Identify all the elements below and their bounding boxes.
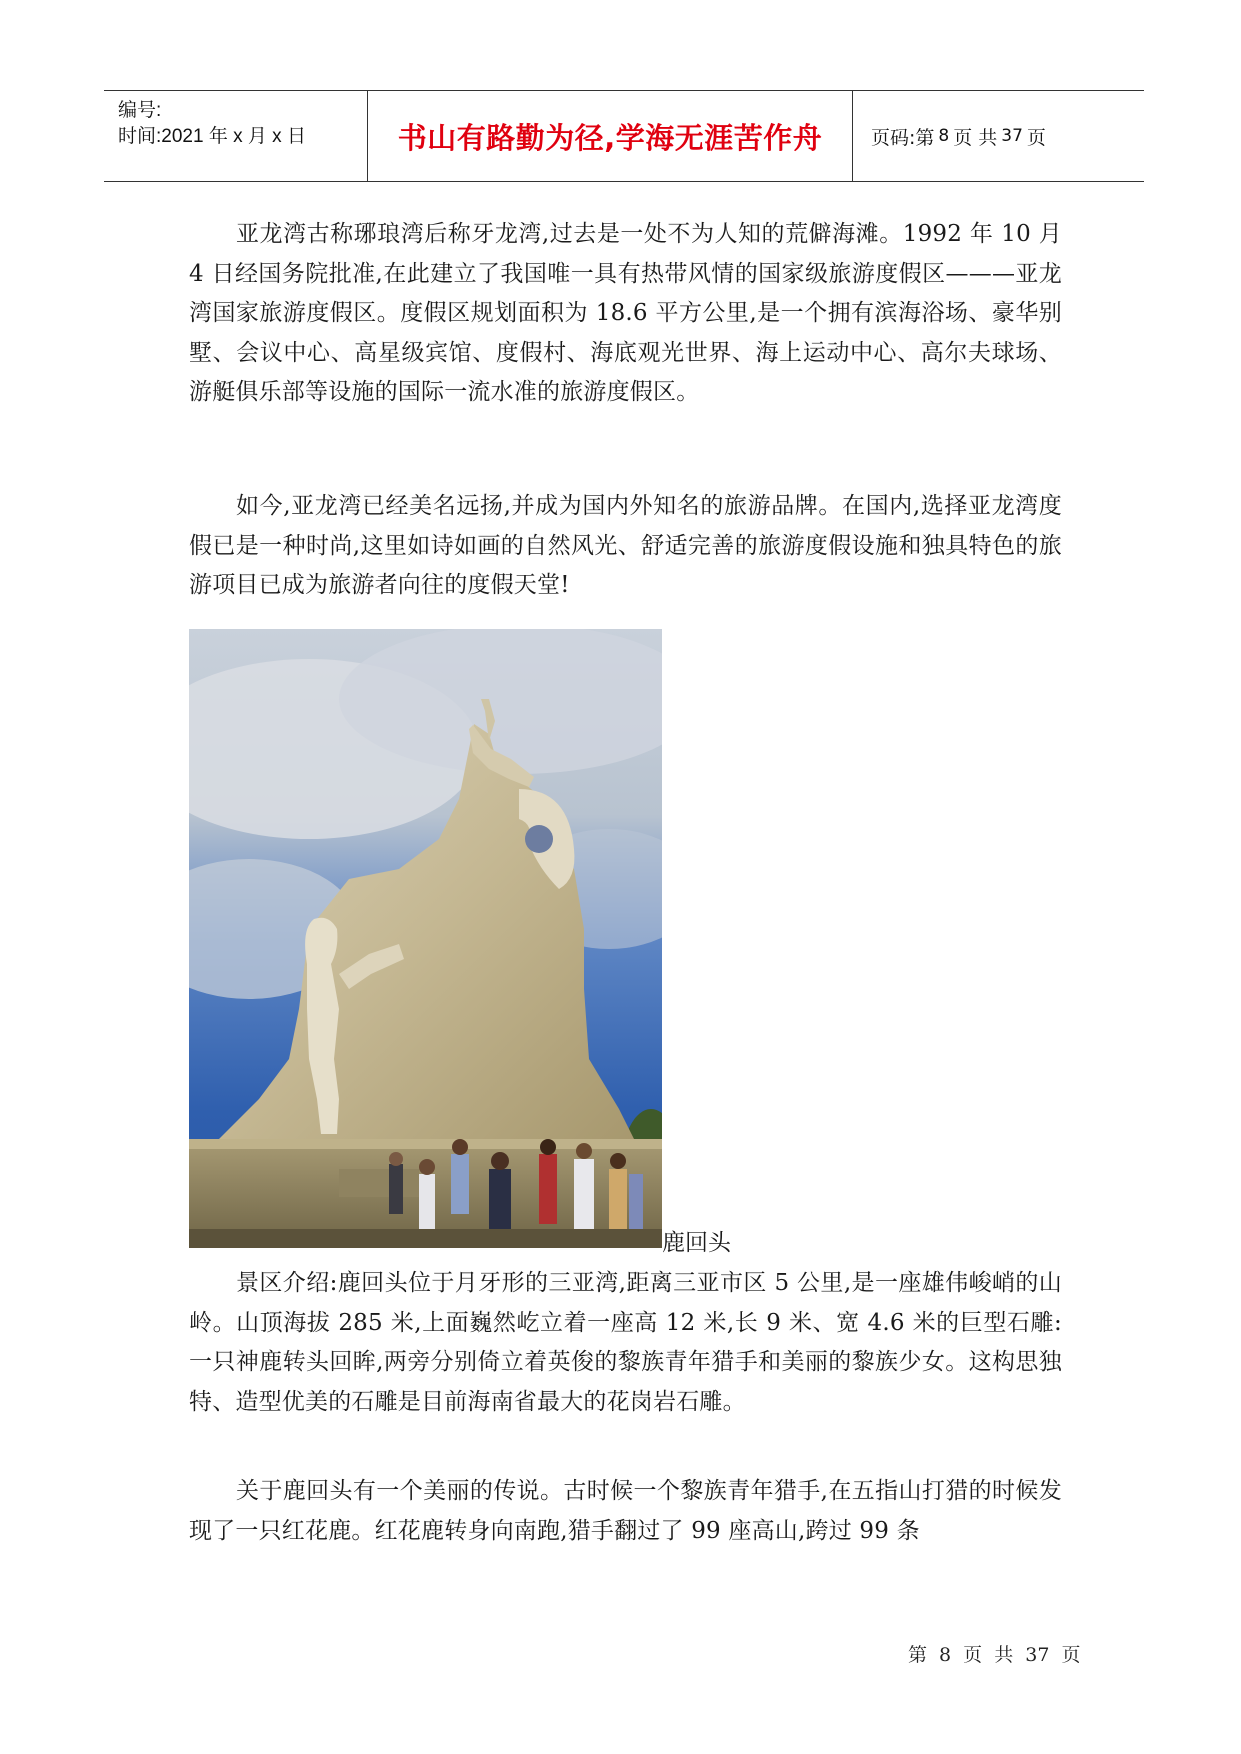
page-current: 8 [938,126,950,146]
page-total: 37 [1001,126,1023,146]
paragraph-yalong-bay-fame: 如今,亚龙湾已经美名远扬,并成为国内外知名的旅游品牌。在国内,选择亚龙湾度假已是一种时尚,这里如诗如画的自然风光、舒适完善的旅游度假设施和独具特色的旅游项目已成为旅游者向往的度假天堂! [189,493,1062,598]
page-header [104,90,1144,182]
page-mid: 页 共 [953,126,998,149]
deer-statue-photo [189,629,662,1248]
header-meta-cell [104,91,368,181]
photo-caption: 鹿回头 [662,1230,731,1256]
header-motto-cell [368,91,853,181]
motto-text: 书山有路勤为径,学海无涯苦作舟 [397,120,823,155]
time-label: 时间:2021 年 x 月 x 日 [118,126,306,147]
page-footer: 第 8 页 共 37 页 [908,1644,1081,1666]
page-suffix: 页 [1026,126,1046,149]
serial-label: 编号: [118,100,162,121]
paragraph-luhuitou-legend: 关于鹿回头有一个美丽的传说。古时候一个黎族青年猎手,在五指山打猎的时候发现了一只红花鹿。红花鹿转身向南跑,猎手翻过了 99 座高山,跨过 99 条 [189,1478,1062,1544]
header-page-cell [853,91,1144,181]
page-prefix: 页码:第 [871,126,935,149]
paragraph-yalong-bay-intro: 亚龙湾古称琊琅湾后称牙龙湾,过去是一处不为人知的荒僻海滩。1992 年 10 月 4 日经国务院批准,在此建立了我国唯一具有热带风情的国家级旅游度假区———亚龙湾国家旅游度假区。度假区规划面积为 18.6 平方公里,是一个拥有滨海浴场、豪华别墅、会议中心、高星级宾馆、度假村、海底观光世界、海上运动中心、高尔夫球场、游艇俱乐部等设施的国际一流水准的旅游度假区。 [189,221,1062,405]
paragraph-luhuitou-intro: 景区介绍:鹿回头位于月牙形的三亚湾,距离三亚市区 5 公里,是一座雄伟峻峭的山岭。山顶海拔 285 米,上面巍然屹立着一座高 12 米,长 9 米、宽 4.6 米的巨型石雕:一只神鹿转头回眸,两旁分别倚立着英俊的黎族青年猎手和美丽的黎族少女。这构思独特、造型优美的石雕是目前海南省最大的花岗岩石雕。 [189,1270,1062,1415]
